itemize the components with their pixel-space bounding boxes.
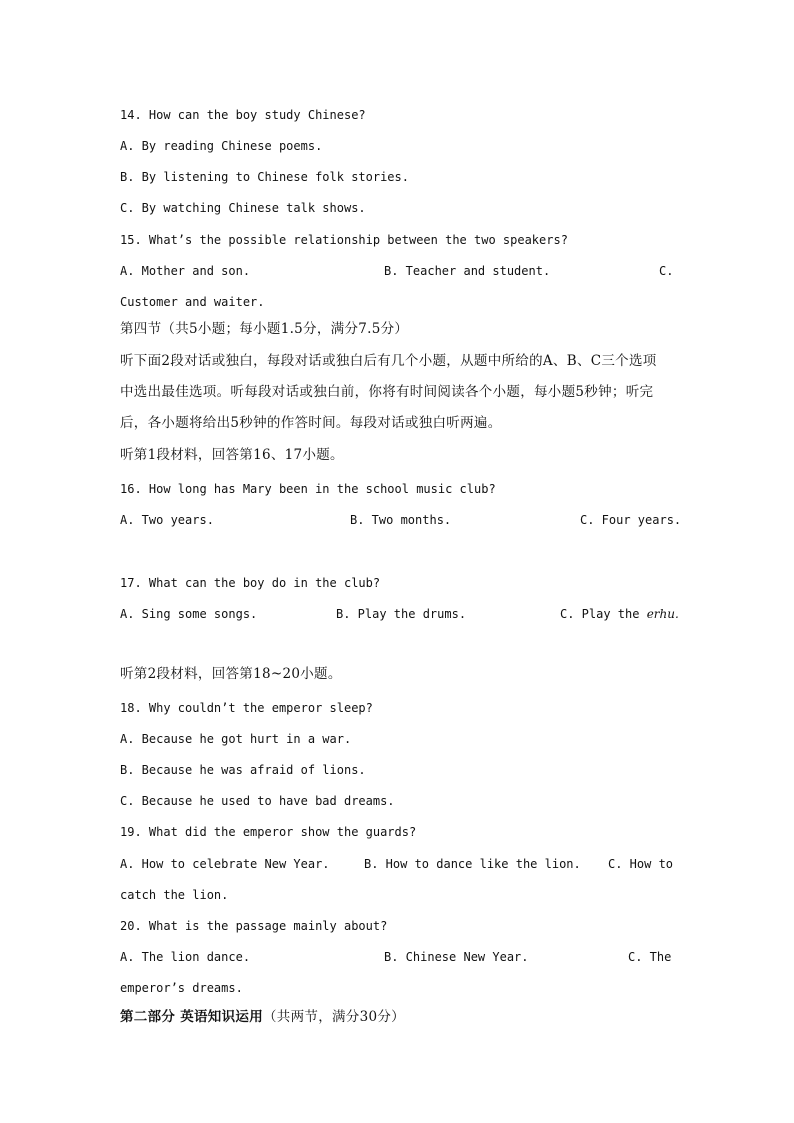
q18-option-b: B. Because he was afraid of lions. — [120, 763, 366, 777]
q15-option-b: B. Teacher and student. — [384, 264, 551, 278]
q16-option-a: A. Two years. — [120, 513, 214, 527]
part2-heading-rest: （共两节，满分30分） — [263, 1009, 405, 1025]
q14-option-a: A. By reading Chinese poems. — [120, 139, 323, 153]
section4-instruction-line3: 后，各小题将给出5秒钟的作答时间。每段对话或独白听两遍。 — [120, 415, 502, 431]
part2-heading — [120, 1008, 405, 1026]
q17-option-b: B. Play the drums. — [336, 607, 467, 621]
q15-option-c-continued: Customer and waiter. — [120, 295, 265, 309]
q17-option-c — [560, 606, 679, 622]
section4-instruction-line1: 听下面2段对话或独白，每段对话或独白后有几个小题，从题中所给的A、B、C三个选项 — [120, 353, 657, 369]
part2-heading-bold: 第二部分 英语知识运用 — [120, 1009, 263, 1025]
q15-option-c-prefix: C. — [659, 264, 674, 278]
q18-option-c: C. Because he used to have bad dreams. — [120, 794, 395, 808]
q17-option-c-italic: erhu. — [646, 607, 679, 621]
q20-option-a: A. The lion dance. — [120, 950, 251, 964]
q19-option-b: B. How to dance like the lion. — [364, 857, 581, 871]
q19-question: 19. What did the emperor show the guards? — [120, 825, 417, 839]
material2-instruction: 听第2段材料，回答第18~20小题。 — [120, 666, 342, 682]
q19-option-c-prefix: C. How to — [608, 857, 674, 871]
material1-instruction: 听第1段材料，回答第16、17小题。 — [120, 447, 344, 463]
q17-option-c-text: C. Play the — [560, 607, 647, 621]
q15-question: 15. What’s the possible relationship between the two speakers? — [120, 233, 568, 247]
q20-option-c-continued: emperor’s dreams. — [120, 981, 243, 995]
q17-question: 17. What can the boy do in the club? — [120, 576, 381, 590]
q16-question: 16. How long has Mary been in the school music club? — [120, 482, 496, 496]
q18-question: 18. Why couldn’t the emperor sleep? — [120, 701, 373, 715]
q15-option-a: A. Mother and son. — [120, 264, 251, 278]
q19-option-c-continued: catch the lion. — [120, 888, 229, 902]
q20-option-b: B. Chinese New Year. — [384, 950, 529, 964]
q20-question: 20. What is the passage mainly about? — [120, 919, 388, 933]
section4-heading: 第四节（共5小题；每小题1.5分，满分7.5分） — [120, 321, 409, 337]
q20-option-c-prefix: C. The — [628, 950, 672, 964]
q16-option-c: C. Four years. — [580, 513, 682, 527]
q14-option-c: C. By watching Chinese talk shows. — [120, 201, 366, 215]
q17-option-a: A. Sing some songs. — [120, 607, 258, 621]
q16-option-b: B. Two months. — [350, 513, 452, 527]
q14-question: 14. How can the boy study Chinese? — [120, 108, 366, 122]
q14-option-b: B. By listening to Chinese folk stories. — [120, 170, 409, 184]
section4-instruction-line2: 中选出最佳选项。听每段对话或独白前，你将有时间阅读各个小题，每小题5秒钟；听完 — [120, 384, 654, 400]
q18-option-a: A. Because he got hurt in a war. — [120, 732, 352, 746]
q19-option-a: A. How to celebrate New Year. — [120, 857, 330, 871]
